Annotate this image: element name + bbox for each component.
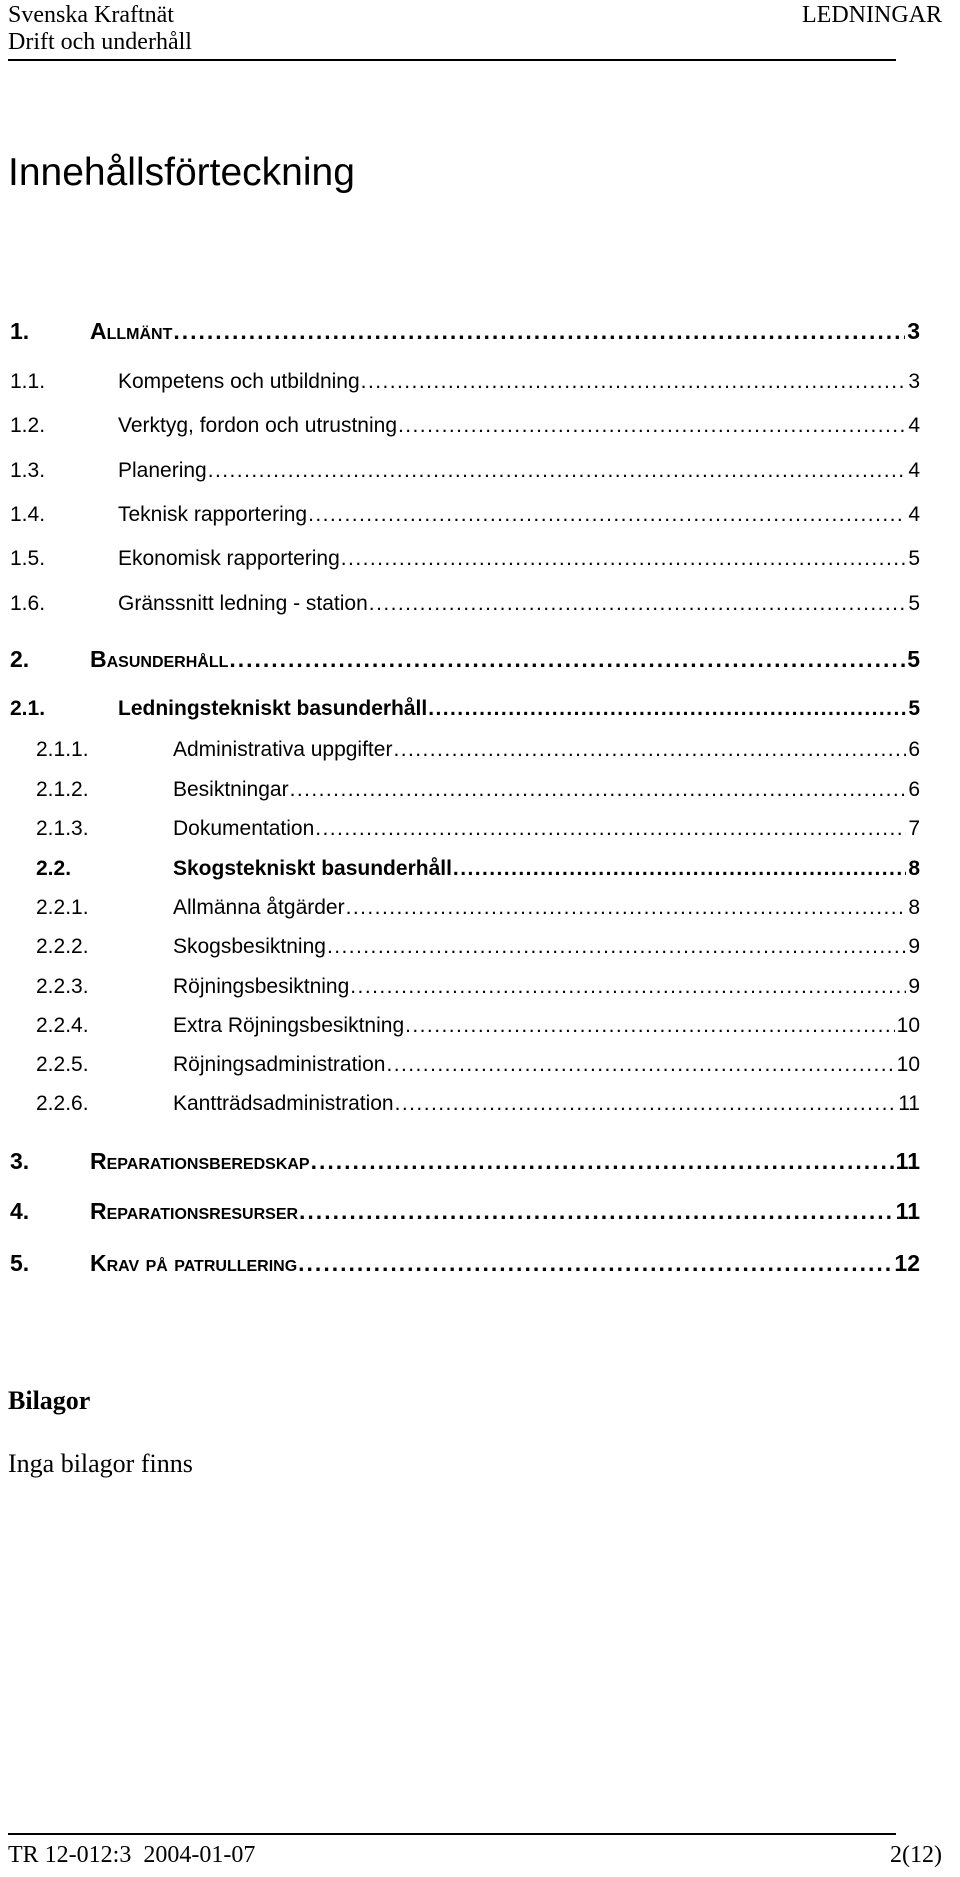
toc-entry-number: 1.2.: [10, 414, 46, 437]
toc-entry-page: 4: [908, 414, 920, 437]
toc-entry-label: Kompetens och utbildning: [118, 370, 360, 393]
toc-entry-label: Reparationsberedskap: [90, 1148, 310, 1174]
toc-entry-number: 2.2.4.: [36, 1014, 89, 1037]
toc-leader-dots: [361, 370, 907, 394]
toc-entry-page: 10: [896, 1014, 920, 1037]
toc-entry-page: 11: [898, 1092, 920, 1115]
toc-entry-5[interactable]: [10, 1250, 920, 1277]
toc-entry-page: 5: [908, 547, 920, 570]
toc-title: Innehållsförteckning: [8, 151, 355, 194]
toc-entry-label: Verktyg, fordon och utrustning: [118, 414, 397, 437]
toc-entry-label: Allmänt: [90, 318, 173, 344]
toc-entry-label: Extra Röjningsbesiktning: [173, 1014, 405, 1037]
attachments-heading: Bilagor: [8, 1386, 91, 1415]
toc-entry-page: 5: [908, 592, 920, 615]
toc-entry-page: 3: [907, 318, 920, 344]
toc-entry-label: Besiktningar: [173, 778, 289, 801]
toc-leader-dots: [315, 817, 906, 841]
toc-entry-label: Administrativa uppgifter: [173, 738, 393, 761]
toc-entry-number: 1.4.: [10, 503, 46, 526]
toc-entry-page: 6: [908, 778, 920, 801]
toc-entry-number: 5.: [10, 1250, 30, 1276]
toc-entry-3[interactable]: [10, 1148, 920, 1175]
toc-leader-dots: [208, 459, 907, 483]
toc-entry-label: Dokumentation: [173, 817, 315, 840]
toc-leader-dots: [311, 1148, 894, 1175]
toc-leader-dots: [173, 318, 905, 345]
toc-leader-dots: [453, 857, 906, 881]
toc-leader-dots: [290, 778, 907, 802]
toc-entry-page: 6: [908, 738, 920, 761]
toc-entry-label: Reparationsresurser: [90, 1198, 299, 1224]
toc-entry-page: 11: [895, 1198, 920, 1224]
toc-entry-page: 12: [894, 1250, 920, 1276]
toc-entry-page: 7: [908, 817, 920, 840]
toc-leader-dots: [350, 975, 906, 999]
toc-entry-number: 1.1.: [10, 370, 46, 393]
toc-leader-dots: [369, 592, 907, 616]
header-department: Drift och underhåll: [8, 29, 192, 55]
header-document-type: LEDNINGAR: [802, 2, 942, 28]
toc-entry-label: Kantträdsadministration: [173, 1092, 394, 1115]
toc-leader-dots: [395, 1092, 897, 1116]
toc-entry-number: 3.: [10, 1148, 30, 1174]
toc-entry-number: 1.: [10, 318, 30, 344]
toc-leader-dots: [327, 935, 906, 959]
toc-leader-dots: [298, 1250, 892, 1277]
toc-entry-number: 2.: [10, 646, 30, 672]
footer-document-id: TR 12-012:3 2004-01-07: [8, 1842, 256, 1868]
toc-entry-page: 5: [908, 697, 920, 720]
toc-entry-label: Röjningsadministration: [173, 1053, 386, 1076]
toc-entry-label: Teknisk rapportering: [118, 503, 308, 526]
toc-entry-page: 11: [895, 1148, 920, 1174]
toc-entry-2-1-1[interactable]: [36, 738, 920, 762]
toc-entry-page: 8: [908, 857, 920, 880]
toc-entry-2-1[interactable]: [10, 697, 920, 721]
toc-entry-label: Planering: [118, 459, 207, 482]
toc-entry-page: 3: [908, 370, 920, 393]
toc-entry-label: Skogstekniskt basunderhåll: [173, 857, 452, 880]
footer-rule: [8, 1833, 896, 1835]
toc-entry-number: 4.: [10, 1198, 30, 1224]
toc-entry-2-2-4[interactable]: [36, 1014, 920, 1038]
toc-entry-1-6[interactable]: [10, 592, 920, 616]
toc-entry-number: 1.3.: [10, 459, 46, 482]
toc-entry-page: 10: [896, 1053, 920, 1076]
toc-entry-4[interactable]: [10, 1198, 920, 1225]
toc-leader-dots: [393, 738, 906, 762]
toc-entry-number: 1.5.: [10, 547, 46, 570]
toc-leader-dots: [299, 1198, 894, 1225]
toc-entry-page: 9: [908, 975, 920, 998]
toc-entry-label: Gränssnitt ledning - station: [118, 592, 368, 615]
toc-leader-dots: [386, 1053, 894, 1077]
toc-leader-dots: [341, 547, 907, 571]
toc-leader-dots: [229, 646, 905, 673]
toc-entry-number: 2.2.5.: [36, 1053, 89, 1076]
toc-entry-number: 2.1.1.: [36, 738, 89, 761]
toc-entry-2[interactable]: [10, 646, 920, 673]
toc-entry-number: 2.1.3.: [36, 817, 89, 840]
toc-entry-number: 2.2.1.: [36, 896, 89, 919]
toc-entry-label: Skogsbesiktning: [173, 935, 326, 958]
toc-entry-page: 4: [908, 503, 920, 526]
toc-entry-page: 4: [908, 459, 920, 482]
toc-entry-number: 2.1.: [10, 697, 46, 720]
toc-leader-dots: [346, 896, 907, 920]
toc-entry-1-2[interactable]: [10, 414, 920, 438]
toc-leader-dots: [398, 414, 906, 438]
toc-entry-2-2-3[interactable]: [36, 975, 920, 999]
toc-entry-2-1-3[interactable]: [36, 817, 920, 841]
toc-leader-dots: [405, 1014, 895, 1038]
toc-entry-label: Ekonomisk rapportering: [118, 547, 340, 570]
toc-entry-1[interactable]: [10, 318, 920, 345]
toc-entry-number: 2.2.6.: [36, 1092, 89, 1115]
toc-entry-1-1[interactable]: [10, 370, 920, 394]
toc-entry-1-3[interactable]: [10, 459, 920, 483]
toc-entry-label: Ledningstekniskt basunderhåll: [118, 697, 428, 720]
toc-entry-number: 2.2.2.: [36, 935, 89, 958]
toc-entry-label: Allmänna åtgärder: [173, 896, 345, 919]
header-organization: Svenska Kraftnät: [8, 2, 174, 28]
toc-entry-page: 9: [908, 935, 920, 958]
toc-entry-2-2-6[interactable]: [36, 1092, 920, 1116]
toc-entry-number: 2.1.2.: [36, 778, 89, 801]
toc-entry-2-2[interactable]: [36, 857, 920, 881]
header-rule: [8, 59, 896, 61]
toc-entry-1-4[interactable]: [10, 503, 920, 527]
toc-entry-2-2-1[interactable]: [36, 896, 920, 920]
toc-entry-label: Röjningsbesiktning: [173, 975, 350, 998]
toc-entry-2-1-2[interactable]: [36, 778, 920, 802]
toc-entry-label: Krav på patrullering: [90, 1250, 298, 1276]
attachments-text: Inga bilagor finns: [8, 1449, 193, 1478]
toc-entry-number: 2.2.3.: [36, 975, 89, 998]
toc-entry-number: 1.6.: [10, 592, 46, 615]
footer-page-number: 2(12): [890, 1842, 942, 1868]
toc-entry-page: 5: [907, 646, 920, 672]
toc-entry-1-5[interactable]: [10, 547, 920, 571]
toc-entry-page: 8: [908, 896, 920, 919]
toc-entry-number: 2.2.: [36, 857, 72, 880]
toc-entry-label: Basunderhåll: [90, 646, 229, 672]
toc-leader-dots: [428, 697, 906, 721]
toc-entry-2-2-2[interactable]: [36, 935, 920, 959]
toc-entry-2-2-5[interactable]: [36, 1053, 920, 1077]
toc-leader-dots: [308, 503, 906, 527]
